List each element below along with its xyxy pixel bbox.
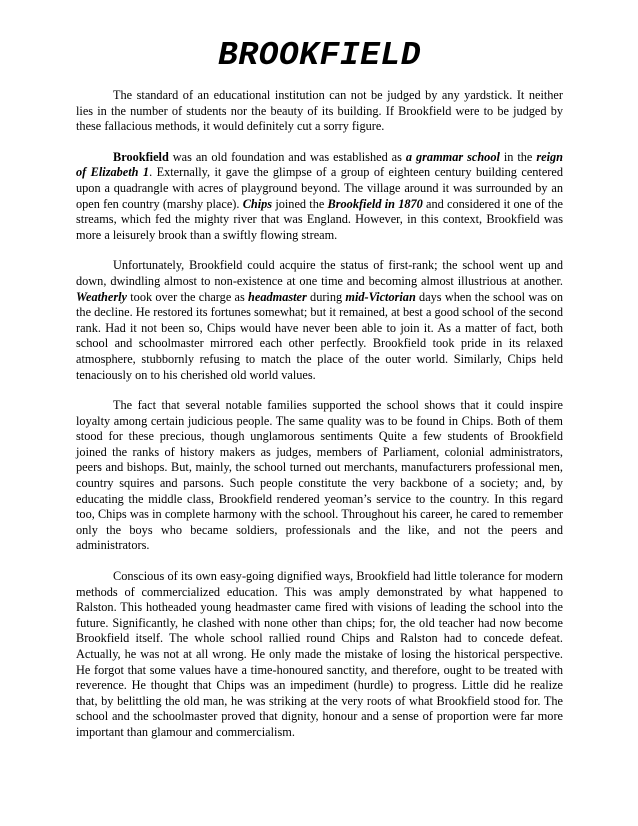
text-run: days when the school was on the decline. He restored its fortunes somewhat; but it remained, at best a good school of the second rank. Had it not been so, Chips would have never been able to join it. As a matter of fact, both school and schoolmaster mirrored each other perfectly. Brookfield took pride in its relaxed atmosphere, stubbornly refusing to match the place of the outer world. Similarly, Chips held tenaciously on to his cherished old world values.	[76, 289, 564, 382]
paragraph-2	[76, 150, 563, 244]
paragraph-3	[76, 258, 563, 383]
paragraph-5: Conscious of its own easy-going dignified ways, Brookfield had little tolerance for modern methods of commercialized education. This was amply demonstrated by what happened to Ralston. This hotheaded young headmaster came fired with visions of leading the school into the future. Significantly, he clashed with none other than chips; for, the old teacher had now become Brookfield itself. The whole school rallied round Chips and Ralston had to concede defeat. Actually, he was not at all wrong. He only made the mistake of losing the historical perspective. He forgot that some values have a time-honoured sanctity, and therefore, ought to be treated with reverence. He thought that Chips was an impediment (hurdle) to progress. Little did he realize that, by belittling the old man, he was striking at the very roots of what Brookfield stood for. The school and the schoolmaster proved that dignity, honour and a sense of proportion were far more important than glamour and commercialism.	[76, 569, 563, 739]
text-run: in the	[499, 149, 537, 164]
paragraph-4: The fact that several notable families supported the school shows that it could inspire loyalty among certain judicious people. The same quality was to be found in Chips. Both of them stood for these precious, though unglamorous sentiments Quite a few students of Brookfield joined the ranks of history makers as judges, members of Parliament, colonial administrators, peers and bishops. But, mainly, the school turned out merchants, manufacturers professional men, country squires and parsons. Such people constitute the very backbone of a society; and, by educating the middle class, Brookfield rendered yeoman’s service to the country. In this regard too, Chips was in complete harmony with the school. Throughout his career, he cared to remember only the boys who became soldiers, professionals and the like, and not the peers and administrators.	[76, 398, 563, 553]
text-run: during	[306, 289, 346, 304]
document-title: BROOKFIELD	[217, 37, 422, 74]
document-page	[76, 38, 563, 756]
emphasis-chips: Chips	[242, 196, 273, 211]
emphasis-weatherly: Weatherly	[76, 289, 128, 304]
paragraph-1: The standard of an educational institution can not be judged by any yardstick. It neither lies in the number of students nor the beauty of its building. If Brookfield were to be judged by these fallacious methods, it would definitely cut a sorry figure.	[76, 88, 563, 134]
emphasis-brookfield: Brookfield	[113, 149, 169, 164]
text-run: was an old foundation and was established as	[168, 149, 406, 164]
text-run: Unfortunately, Brookfield could acquire the status of first-rank; the school went up and down, dwindling almost to non-existence at one time and becoming almost illustrious at another.	[76, 258, 563, 288]
emphasis-reign: reign of Elizabeth 1	[76, 149, 563, 180]
text-run: took over the charge as	[127, 289, 249, 304]
emphasis-headmaster: headmaster	[248, 289, 307, 304]
emphasis-mid-victorian: mid-Victorian	[345, 289, 416, 304]
text-run: joined the	[272, 196, 328, 211]
emphasis-brookfield-1870: Brookfield in 1870	[327, 196, 423, 211]
text-run: and considered it one of the streams, which fed the mighty river that was England. However, in this context, Brookfield was more a leisurely brook than a swiftly flowing stream.	[76, 196, 564, 242]
text-run: . Externally, it gave the glimpse of a group of eighteen century building centered upon a quadrangle with acres of playground beyond. The village around it was surrounded by an open fen country (marshy place).	[76, 165, 563, 211]
emphasis-grammar-school: a grammar school	[405, 149, 500, 164]
